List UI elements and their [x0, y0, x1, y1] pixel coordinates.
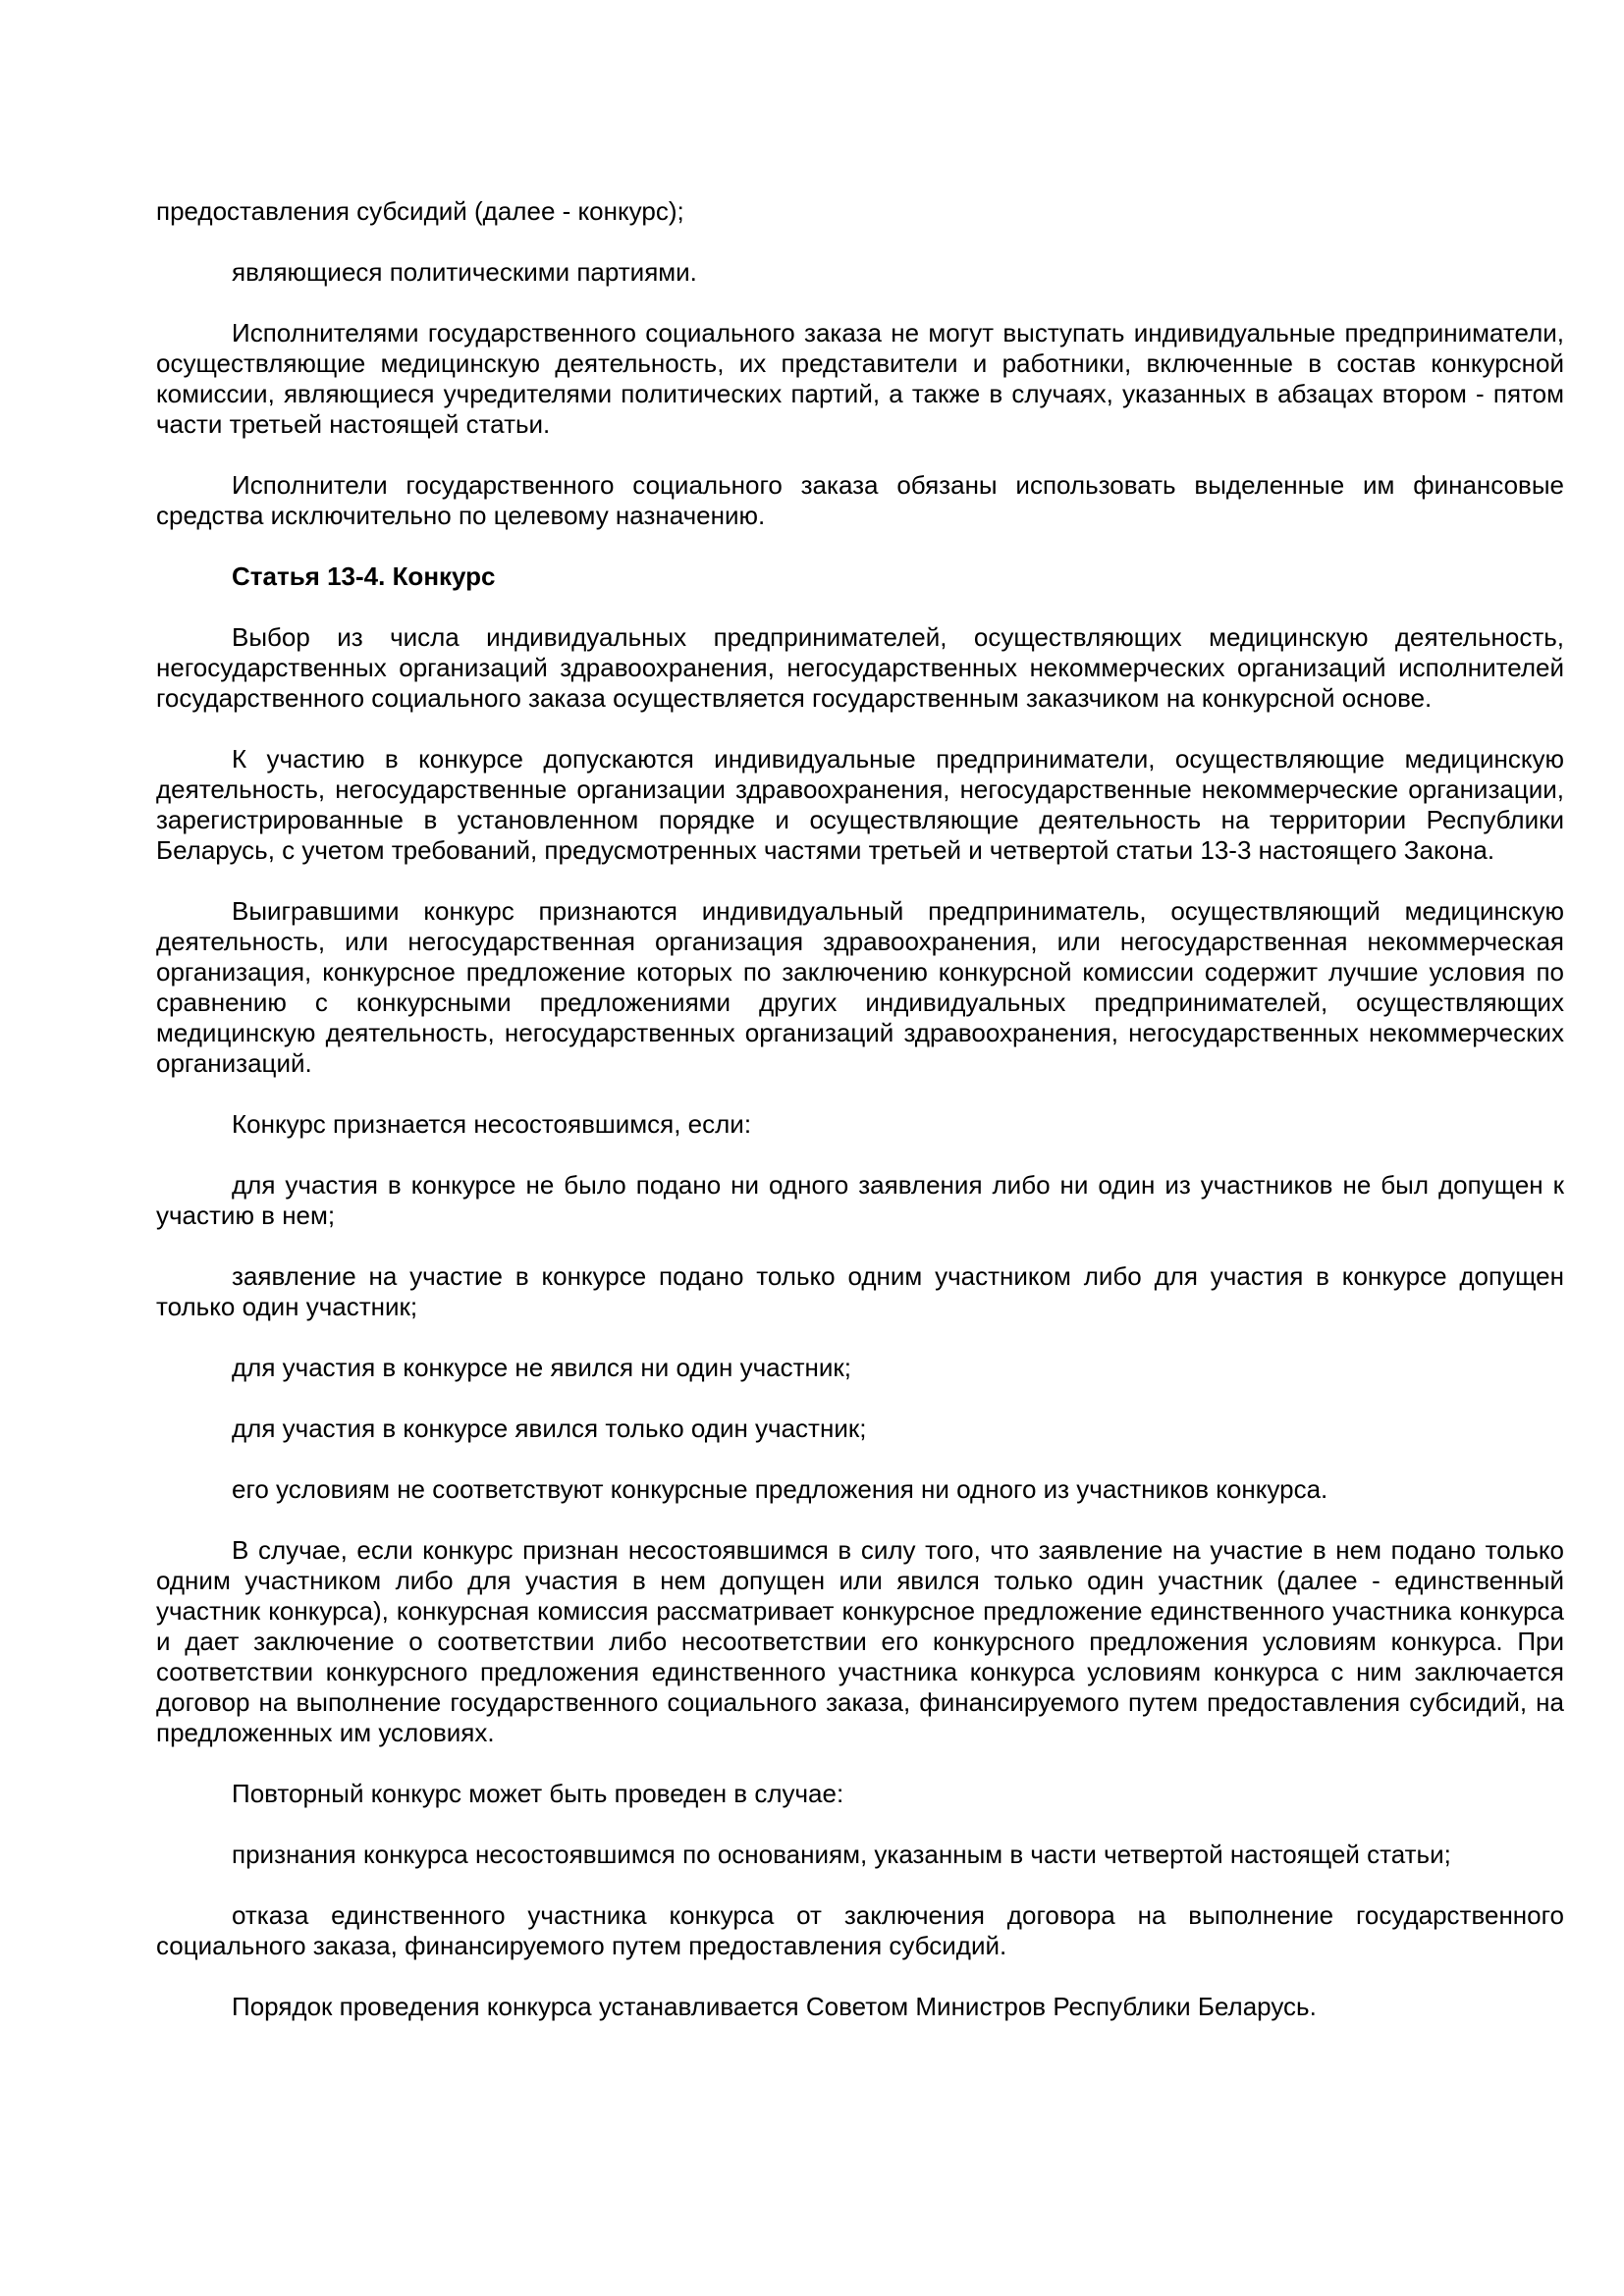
paragraph-executors-restrictions: Исполнителями государственного социального заказа не могут выступать индивидуальные предприниматели, осуществляющие медицинскую деятельность, их представители и работники, включенные в состав конкурсной комиссии, являющиеся учредителями политических партий, а также в случаях, указанных в абзацах втором - пятом части третьей настоящей статьи. [156, 318, 1564, 439]
paragraph-continuation: предоставления субсидий (далее - конкурс); [156, 196, 684, 226]
paragraph-political-parties: являющиеся политическими партиями. [232, 257, 697, 287]
paragraph-procedure: Порядок проведения конкурса устанавливается Советом Министров Республики Беларусь. [232, 1992, 1317, 2021]
paragraph-winners: Выигравшими конкурс признаются индивидуальный предприниматель, осуществляющий медицинскую деятельность, или негосударственная организация здравоохранения, или негосударственная некоммерческая организация, конкурсное предложение которых по заключению конкурсной комиссии содержит лучшие условия по сравнению с конкурсными предложениями других индивидуальных предпринимателей, осуществляющих медицинскую деятельность, негосударственных организаций здравоохранения, негосударственных некоммерческих организаций. [156, 896, 1564, 1078]
document-page [156, 196, 1564, 2053]
list-item-single-applicant: заявление на участие в конкурсе подано только одним участником либо для участия в конкурсе допущен только один участник; [156, 1261, 1564, 1321]
list-item-no-applications: для участия в конкурсе не было подано ни одного заявления либо ни один из участников не был допущен к участию в нем; [156, 1170, 1564, 1230]
paragraph-selection-basis: Выбор из числа индивидуальных предпринимателей, осуществляющих медицинскую деятельность, негосударственных организаций здравоохранения, негосударственных некоммерческих организаций исполнителей государственного социального заказа осуществляется государственным заказчиком на конкурсной основе. [156, 622, 1564, 713]
list-item-repeat-grounds: признания конкурса несостоявшимся по основаниям, указанным в части четвертой настоящей статьи; [232, 1840, 1451, 1869]
paragraph-admission: К участию в конкурсе допускаются индивидуальные предприниматели, осуществляющие медицинскую деятельность, негосударственные организации здравоохранения, негосударственные некоммерческие организации, зарегистрированные в установленном порядке и осуществляющие деятельность на территории Республики Беларусь, с учетом требований, предусмотренных частями третьей и четвертой статьи 13-3 настоящего Закона. [156, 744, 1564, 865]
list-item-one-participant: для участия в конкурсе явился только один участник; [232, 1414, 867, 1443]
list-item-nonconforming: его условиям не соответствуют конкурсные предложения ни одного из участников конкурса. [232, 1474, 1328, 1504]
paragraph-failed-contest: Конкурс признается несостоявшимся, если: [232, 1109, 752, 1139]
paragraph-repeat-contest: Повторный конкурс может быть проведен в случае: [232, 1779, 844, 1808]
article-heading: Статья 13-4. Конкурс [232, 561, 496, 591]
paragraph-target-use-funds: Исполнители государственного социального заказа обязаны использовать выделенные им финансовые средства исключительно по целевому назначению. [156, 470, 1564, 530]
list-item-refusal: отказа единственного участника конкурса от заключения договора на выполнение государственного социального заказа, финансируемого путем предоставления субсидий. [156, 1900, 1564, 1960]
paragraph-single-participant: В случае, если конкурс признан несостоявшимся в силу того, что заявление на участие в нем подано только одним участником либо для участия в нем допущен или явился только один участник (далее - единственный участник конкурса), конкурсная комиссия рассматривает конкурсное предложение единственного участника конкурса и дает заключение о соответствии либо несоответствии его конкурсного предложения условиям конкурса. При соответствии конкурсного предложения единственного участника конкурса условиям конкурса с ним заключается договор на выполнение государственного социального заказа, финансируемого путем предоставления субсидий, на предложенных им условиях. [156, 1535, 1564, 1747]
list-item-no-participants: для участия в конкурсе не явился ни один участник; [232, 1353, 852, 1382]
